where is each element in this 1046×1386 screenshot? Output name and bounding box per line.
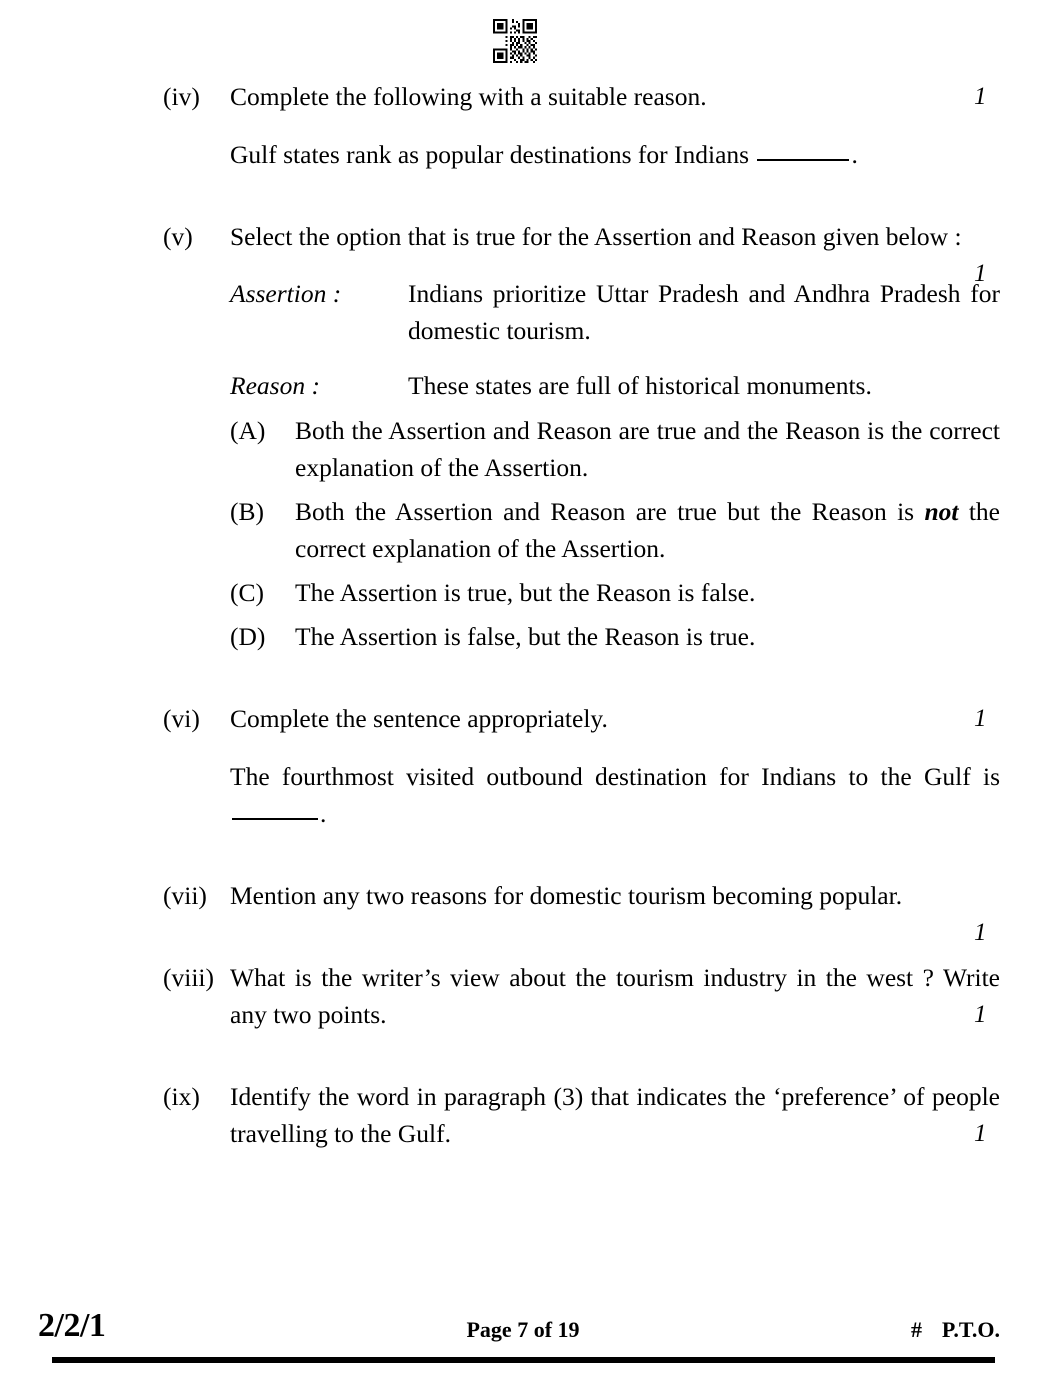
pto-marker: P.T.O. xyxy=(941,1317,1000,1342)
question-v-stem: Select the option that is true for the Assertion and Reason given below : xyxy=(230,222,962,251)
question-vi-label: (vi) xyxy=(163,704,200,733)
option-c-label: (C) xyxy=(230,578,264,607)
option-c-text: The Assertion is true, but the Reason is false. xyxy=(295,578,756,607)
page-footer xyxy=(0,1307,1046,1361)
assertion-text: Indians prioritize Uttar Pradesh and Andhra Pradesh for domestic tourism. xyxy=(408,279,1000,345)
question-iv-line-2-before: Gulf states rank as popular destinations for Indians xyxy=(230,140,756,169)
reason-key: Reason : xyxy=(230,371,320,400)
reason-block xyxy=(0,367,1046,404)
question-vii-label: (vii) xyxy=(163,881,207,910)
answer-blank[interactable] xyxy=(757,159,849,161)
option-b-emphasis: not xyxy=(924,497,959,526)
option-d-text: The Assertion is false, but the Reason is true. xyxy=(295,622,756,651)
reason-text: These states are full of historical monuments. xyxy=(408,371,872,400)
qr-code-icon xyxy=(489,19,541,63)
question-v-label: (v) xyxy=(163,222,193,251)
question-vi-marks: 1 xyxy=(974,705,987,732)
question-vii xyxy=(0,877,1046,946)
footer-divider xyxy=(52,1357,995,1363)
question-ix-body: Identify the word in paragraph (3) that indicates the ‘preference’ of people travelling to the Gulf. xyxy=(230,1082,1000,1148)
question-ix-marks: 1 xyxy=(974,1120,987,1147)
question-ix-label: (ix) xyxy=(163,1082,200,1111)
question-vi-line-2 xyxy=(230,758,1000,832)
question-vi-line-2-after: . xyxy=(320,799,327,828)
option-b-label: (B) xyxy=(230,497,264,526)
question-iv-body xyxy=(230,78,1000,173)
question-iv-line-2-after: . xyxy=(851,140,858,169)
question-iv-label: (iv) xyxy=(163,82,200,111)
question-vii-body: Mention any two reasons for domestic tourism becoming popular. xyxy=(230,881,903,910)
reason-row xyxy=(230,367,1000,404)
question-vi xyxy=(0,700,1046,832)
question-viii-marks: 1 xyxy=(974,1001,987,1028)
hash-marker: # xyxy=(911,1317,922,1342)
assertion-block xyxy=(0,275,1046,349)
page-number: Page 7 of 19 xyxy=(466,1317,580,1342)
question-iv-line-1: Complete the following with a suitable reason. xyxy=(230,82,707,111)
question-viii xyxy=(0,959,1046,1033)
option-d[interactable] xyxy=(230,618,1000,655)
question-vi-line-1: Complete the sentence appropriately. xyxy=(230,704,608,733)
option-b-text xyxy=(295,493,1000,567)
option-c[interactable] xyxy=(230,574,1000,611)
question-v-marks: 1 xyxy=(974,260,987,287)
option-d-label: (D) xyxy=(230,622,266,651)
question-iv-line-2 xyxy=(230,136,1000,173)
question-vi-line-2-before: The fourthmost visited outbound destination for Indians to the Gulf is xyxy=(230,762,1000,791)
answer-blank[interactable] xyxy=(232,818,318,820)
assertion-key: Assertion : xyxy=(230,279,342,308)
option-a-label: (A) xyxy=(230,416,266,445)
options-block xyxy=(0,412,1046,655)
option-b-text-after: the correct explanation of the Assertion. xyxy=(295,497,1000,563)
question-v-body xyxy=(230,218,1000,255)
question-iv-marks: 1 xyxy=(974,83,987,110)
option-b[interactable] xyxy=(230,493,1000,567)
question-iv xyxy=(0,78,1046,173)
question-vi-body xyxy=(230,700,1000,832)
option-a-text: Both the Assertion and Reason are true and the Reason is the correct explanation of the Assertion. xyxy=(295,416,1000,482)
question-viii-body: What is the writer’s view about the tourism industry in the west ? Write any two points. xyxy=(230,963,1000,1029)
exam-question-list xyxy=(0,78,1046,1152)
option-b-text-before: Both the Assertion and Reason are true but the Reason is xyxy=(295,497,925,526)
paper-code: 2/2/1 xyxy=(38,1307,106,1344)
question-vii-marks: 1 xyxy=(974,919,987,946)
question-viii-label: (viii) xyxy=(163,963,214,992)
option-a[interactable] xyxy=(230,412,1000,486)
question-v xyxy=(0,218,1046,287)
assertion-row xyxy=(230,275,1000,349)
question-ix xyxy=(0,1078,1046,1152)
